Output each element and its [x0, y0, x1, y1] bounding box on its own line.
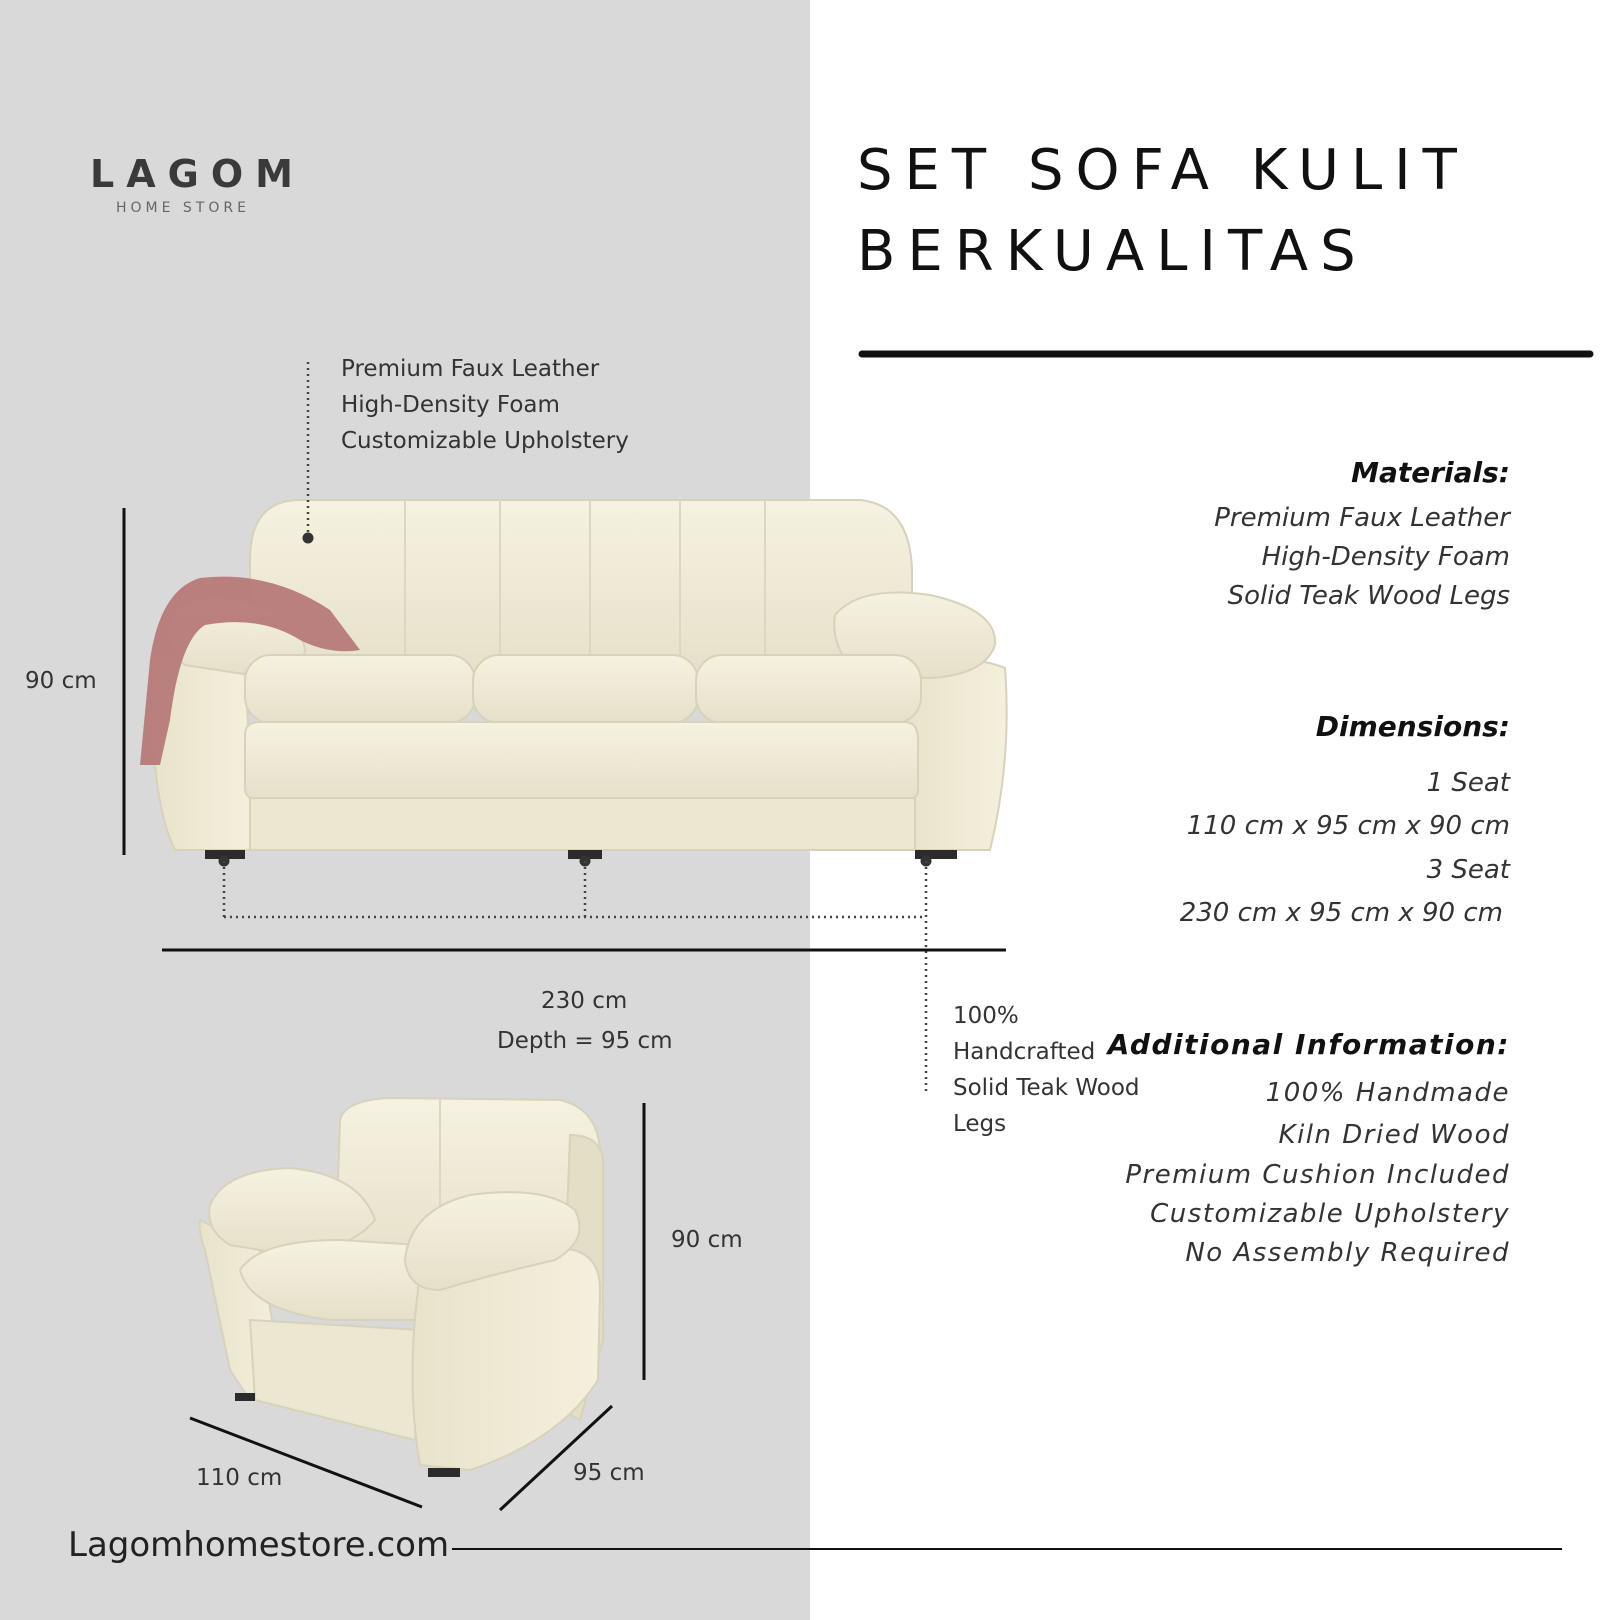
- callout-line: 100%: [953, 1003, 1019, 1029]
- legs-callout: [953, 998, 1140, 1142]
- materials-heading: Materials:: [1351, 456, 1510, 489]
- dimensions-item: 3 Seat: [1426, 855, 1510, 885]
- website-link[interactable]: Lagomhomestore.com: [68, 1525, 450, 1565]
- dimensions-item: 1 Seat: [1426, 768, 1510, 798]
- brand-logo-tagline: HOME STORE: [116, 200, 250, 216]
- upholstery-callout-dot: [303, 533, 314, 544]
- callout-line: Premium Faux Leather: [341, 356, 600, 382]
- additional-info-item: Customizable Upholstery: [1150, 1199, 1510, 1229]
- callout-line: Handcrafted: [953, 1039, 1096, 1065]
- armchair: [200, 1098, 603, 1477]
- additional-info-item: No Assembly Required: [1185, 1238, 1510, 1268]
- materials-item: Solid Teak Wood Legs: [1227, 581, 1510, 611]
- materials-item: Premium Faux Leather: [1214, 503, 1510, 533]
- dimensions-item: 230 cm x 95 cm x 90 cm: [1179, 898, 1503, 928]
- additional-info-heading: Additional Information:: [1107, 1028, 1510, 1061]
- chair-depth-label: 95 cm: [573, 1460, 645, 1486]
- chair-width-label: 110 cm: [196, 1465, 283, 1491]
- additional-info-item: Premium Cushion Included: [1125, 1160, 1510, 1190]
- callout-line: Customizable Upholstery: [341, 428, 629, 454]
- callout-line: Solid Teak Wood: [953, 1075, 1140, 1101]
- materials-item: High-Density Foam: [1261, 542, 1510, 572]
- callout-line: Legs: [953, 1111, 1007, 1137]
- additional-info-item: Kiln Dried Wood: [1278, 1120, 1510, 1150]
- sofa-height-label: 90 cm: [25, 668, 97, 694]
- callout-line: High-Density Foam: [341, 392, 560, 418]
- sofa-width-label: 230 cm: [541, 988, 628, 1014]
- page-title-line-2: BERKUALITAS: [857, 219, 1368, 284]
- three-seat-sofa: [140, 500, 1007, 859]
- upholstery-callout: [341, 351, 629, 459]
- dimensions-item: 110 cm x 95 cm x 90 cm: [1186, 811, 1510, 841]
- chair-height-label: 90 cm: [671, 1227, 743, 1253]
- page-title-line-1: SET SOFA KULIT: [857, 138, 1469, 203]
- sofa-depth-label: Depth = 95 cm: [497, 1028, 673, 1054]
- additional-info-item: 100% Handmade: [1265, 1078, 1510, 1108]
- dimensions-heading: Dimensions:: [1315, 710, 1510, 743]
- brand-logo-wordmark: LAGOM: [90, 152, 305, 196]
